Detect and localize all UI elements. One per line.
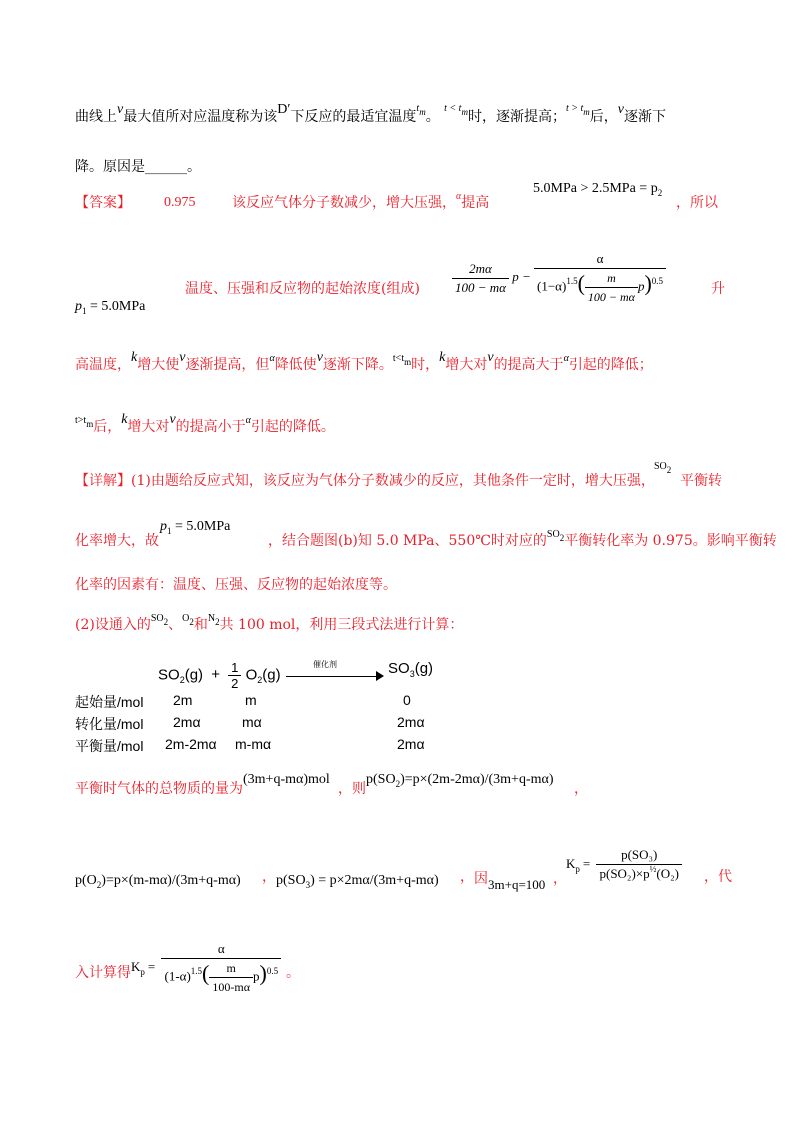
kp-definition: $K_p$ = $\frac{\text{p(SO₃)}}{p(SO_2)\times p^{\frac{1}{2}}(O_2)}$: [566, 846, 682, 884]
because: 因: [474, 871, 488, 887]
arrow-head: [376, 671, 384, 681]
calc-comma: ，: [262, 869, 276, 885]
sum-expr: 3m+q=100: [488, 877, 546, 892]
answer-label: 【答案】: [75, 195, 131, 211]
answer-reason: 该反应气体分子数减少，增大压强，$^\alpha$提高: [232, 191, 490, 211]
calc-comma: ，: [553, 871, 567, 887]
text: 下反应的最适宜温度: [290, 109, 417, 125]
answer-line-3: 高温度，k增大使v逐渐提高，但$^\alpha$降低使v逐渐下降。$^{t<tm}$时，k增大对v的提高大于$^\alpha$引起的降低；: [75, 350, 653, 373]
answer-value: 0.975: [164, 195, 196, 210]
calc-line-3: 入计算得: [75, 965, 131, 981]
text: 。: [425, 109, 440, 125]
reaction-product: $SO_3(g)$: [388, 660, 434, 679]
final-kp: $K_p$ = α $(1-\alpha)^{1.5}$( $\frac{m}{100-m\alpha}$ p)$^{0.5}$: [131, 940, 281, 996]
text: 曲线上: [75, 109, 117, 125]
kp-expression: $\frac{2m\alpha}{100 - m\alpha}$ p − α $(1-\alpha)^{1.5}$( $\frac{m}{100 - m\alpha}$ p)$^{0.5}$: [452, 250, 666, 306]
p1-value: $p_1 = 5.0MPa$: [75, 299, 146, 316]
text: 时，逐渐提高；: [467, 109, 566, 125]
catalyst-label: 催化剂: [313, 660, 337, 669]
detail-line-2: 化率增大，故: [75, 533, 159, 549]
answer-tail: ，所以: [676, 195, 718, 211]
t-gt-tm: t > tm: [565, 103, 590, 117]
detail-line-4: (2)设通入的$^{SO2}$、$^{O2}$和$^{N2}$共 100 mol，利用三段式法进行计算：: [75, 613, 464, 633]
tm-symbol: tm: [416, 103, 426, 117]
stage-table: 起始量/mol 2m m 0 转化量/mol 2mα mα 2mα 平衡量/mol 2m-2mα m-mα 2mα: [75, 692, 425, 754]
text: 逐渐下: [623, 109, 666, 125]
calc-comma: ，: [574, 781, 588, 797]
answer-line-4: $^{t>tm}$后，k增大对v的提高小于$^\alpha$引起的降低。: [75, 412, 335, 435]
answer-factors: 温度、压强和反应物的起始浓度(组成): [185, 281, 420, 297]
reaction-equation: $SO_2(g)$ + $\frac{1}{2}$ $O_2(g)$: [158, 660, 281, 691]
detail-line-3: 化率的因素有：温度、压强、反应物的起始浓度等。: [75, 577, 397, 593]
v-symbol: v: [617, 102, 624, 117]
v-symbol: v: [117, 102, 124, 117]
text: 最大值所对应温度称为该: [123, 109, 278, 125]
total-moles: (3m+q-mα)mol: [243, 772, 330, 787]
intro-line-2: [75, 158, 201, 176]
calc-line-1: 平衡时气体的总物质的量为: [75, 781, 243, 797]
calc-line-1-b: ，则: [338, 781, 366, 797]
dprime-symbol: D′: [277, 102, 291, 117]
reaction-arrow: [286, 676, 378, 677]
so2-symbol: SO2: [654, 461, 672, 475]
detail-line-2-b: ，结合题图(b)知 5.0 MPa、550℃时对应的$^{SO2}$平衡转化率为 0.975。影响平衡转: [268, 529, 777, 549]
text: 后，: [589, 109, 618, 125]
p-so3-expr: $p(SO_3) = p\times 2m\alpha/(3m+q-m\alpha)$: [276, 873, 439, 890]
text: 降。原因是______。: [75, 159, 201, 175]
substitute: ，代: [704, 869, 732, 885]
t-lt-tm: t < tm: [444, 103, 468, 117]
detail-line-1: 【详解】(1)由题给反应式知，该反应为气体分子数减少的反应，其他条件一定时，增大压强，: [75, 473, 655, 489]
answer-up: 升: [711, 281, 725, 297]
p-o2-expr: $p(O_2)=p\times(m-m\alpha)/(3m+q-m\alpha)$: [75, 873, 241, 890]
p1-value-2: $p_1 = 5.0MPa$: [160, 519, 231, 536]
answer-line-1: [75, 194, 131, 212]
p-so2-expr: $p(SO_2)=p\times(2m-2m\alpha)/(3m+q-m\alpha)$: [366, 772, 554, 789]
pressure-compare: $5.0MPa > 2.5MPa = p_2$: [533, 181, 663, 198]
intro-line-1: [75, 102, 666, 128]
calc-comma: ，: [460, 869, 474, 885]
detail-line-1-tail: 平衡转: [680, 473, 722, 489]
final-end: 。: [286, 965, 300, 981]
